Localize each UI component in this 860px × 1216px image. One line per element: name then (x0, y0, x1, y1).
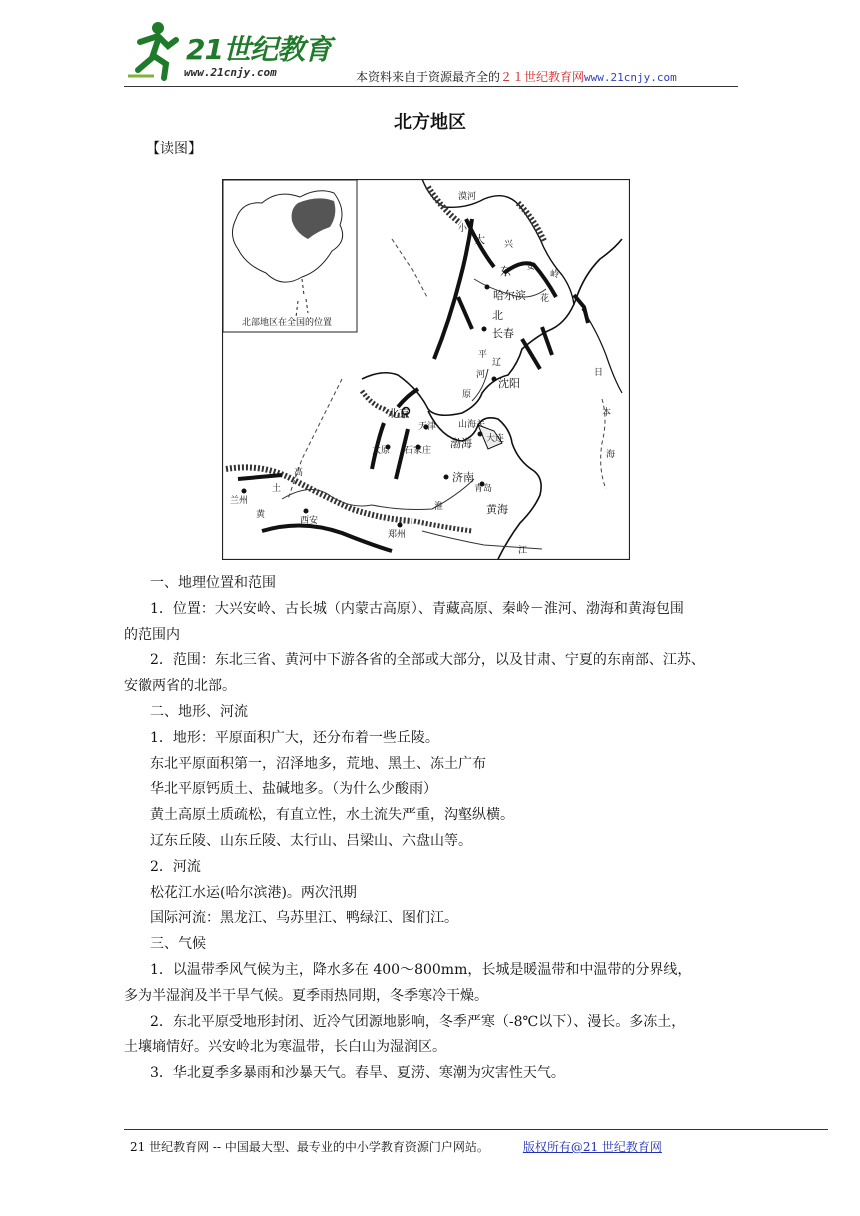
footer-text: 21 世纪教育网 -- 中国最大型、最专业的中小学教育资源门户网站。 (130, 1140, 489, 1154)
paragraph: 3．华北夏季多暴雨和沙暴天气。春旱、夏涝、寒潮为灾害性天气。 (150, 1065, 565, 1082)
label-harbin: 哈尔滨 (493, 289, 526, 302)
header-divider (124, 86, 738, 87)
north-china-map (222, 179, 630, 560)
paragraph: 的范围内 (124, 626, 180, 643)
paragraph: 1．位置：大兴安岭、古长城（内蒙古高原）、青藏高原、秦岭－淮河、渤海和黄海包围 (150, 600, 684, 617)
label-bei: 北 (492, 309, 503, 322)
label-shenyang: 沈阳 (498, 377, 520, 390)
paragraph: 2．范围：东北三省、黄河中下游各省的全部或大部分，以及甘肃、宁夏的东南部、江苏、 (150, 652, 705, 669)
label-tu: 土 (272, 484, 282, 494)
label-japan-ri: 日 (594, 368, 604, 378)
label-huang: 黄 (256, 510, 266, 520)
paragraph: 松花江水运(哈尔滨港)。两次汛期 (150, 884, 357, 901)
section-heading: 二、地形、河流 (150, 703, 248, 720)
label-liao: 辽 (492, 358, 502, 368)
tagline-url[interactable]: www.21cnjy.com (584, 71, 677, 84)
runner-logo-icon (124, 18, 188, 82)
label-shijiazhuang: 石家庄 (404, 446, 432, 456)
page-footer (130, 1138, 662, 1155)
paragraph: 黄土高原土质疏松，有直立性，水土流失严重，沟壑纵横。 (150, 807, 514, 824)
paragraph: 安徽两省的北部。 (124, 678, 236, 695)
label-zhengzhou: 郑州 (388, 530, 407, 540)
label-lanzhou: 兰州 (230, 496, 249, 506)
section-heading: 一、地理位置和范围 (150, 575, 276, 591)
label-jinan: 济南 (452, 471, 474, 484)
paragraph: 2．河流 (150, 858, 201, 875)
label-da: 大 (474, 233, 485, 246)
tagline-prefix: 本资料来自于资源最齐全的 (356, 70, 501, 84)
paragraph: 2．东北平原受地形封闭、近冷气团源地影响，冬季严寒（-8℃以下）、漫长。多冻土， (150, 1013, 686, 1030)
label-an: 安 (526, 262, 536, 272)
page-title: 北方地区 (394, 112, 466, 133)
label-ling: 岭 (550, 270, 560, 280)
logo (124, 18, 334, 84)
paragraph: 华北平原钙质土、盐碱地多。（为什么少酸雨） (150, 781, 437, 798)
label-ping: 平 (478, 350, 488, 360)
label-gao: 高 (294, 468, 304, 478)
logo-text: 21世纪教育 (186, 33, 331, 66)
label-beijing: 北京 (388, 407, 410, 420)
label-japan-ben: 本 (602, 408, 612, 418)
label-shanhaiguan: 山海关 (458, 420, 486, 430)
label-dong: 东 (500, 265, 511, 278)
paragraph: 东北平原面积第一，沼泽地多，荒地、黑土、冻土广布 (150, 755, 486, 772)
label-mohe: 漠河 (458, 192, 477, 202)
paragraph: 1．地形：平原面积广大，还分布着一些丘陵。 (150, 729, 439, 746)
copyright-link[interactable]: 版权所有@21 世纪教育网 (522, 1140, 662, 1154)
label-taiyuan: 太原 (372, 446, 391, 456)
label-xing: 兴 (504, 240, 514, 250)
header-tagline (356, 68, 677, 85)
label-changchun: 长春 (492, 327, 514, 340)
label-jiang: 江 (518, 546, 528, 556)
label-yuan: 原 (462, 390, 472, 400)
paragraph: 土壤墒情好。兴安岭北为寒温带，长白山为湿润区。 (124, 1039, 446, 1056)
label-xian: 西安 (300, 516, 319, 526)
label-japan-hai: 海 (606, 450, 616, 460)
label-xiao: 小 (458, 224, 468, 234)
label-bohai: 渤海 (450, 437, 472, 450)
paragraph: 国际河流：黑龙江、乌苏里江、鸭绿江、图们江。 (150, 910, 458, 927)
label-huanghai: 黄海 (486, 503, 508, 516)
label-he: 河 (476, 370, 486, 380)
inset-map (223, 180, 357, 332)
reading-label: 【读图】 (146, 141, 202, 157)
label-tianjin: 天津 (418, 422, 437, 432)
paragraph: 多为半湿润及半干旱气候。夏季雨热同期，冬季寒冷干燥。 (124, 987, 488, 1004)
label-huai: 淮 (434, 502, 444, 512)
label-dalian: 大连 (486, 434, 505, 444)
footer-divider (124, 1129, 828, 1130)
tagline-site: ２１世纪教育网 (500, 70, 585, 84)
inset-caption: 北部地区在全国的位置 (242, 318, 333, 328)
section-heading: 三、气候 (150, 936, 206, 953)
page-header (124, 18, 738, 86)
logo-url: www.21cnjy.com (184, 66, 277, 79)
label-qingdao: 青岛 (474, 484, 493, 494)
paragraph: 辽东丘陵、山东丘陵、太行山、吕梁山、六盘山等。 (150, 832, 472, 849)
article-body (124, 571, 744, 1087)
label-hua: 花 (540, 294, 550, 304)
paragraph: 1．以温带季风气候为主，降水多在 400～800mm，长城是暖温带和中温带的分界线， (150, 961, 692, 978)
